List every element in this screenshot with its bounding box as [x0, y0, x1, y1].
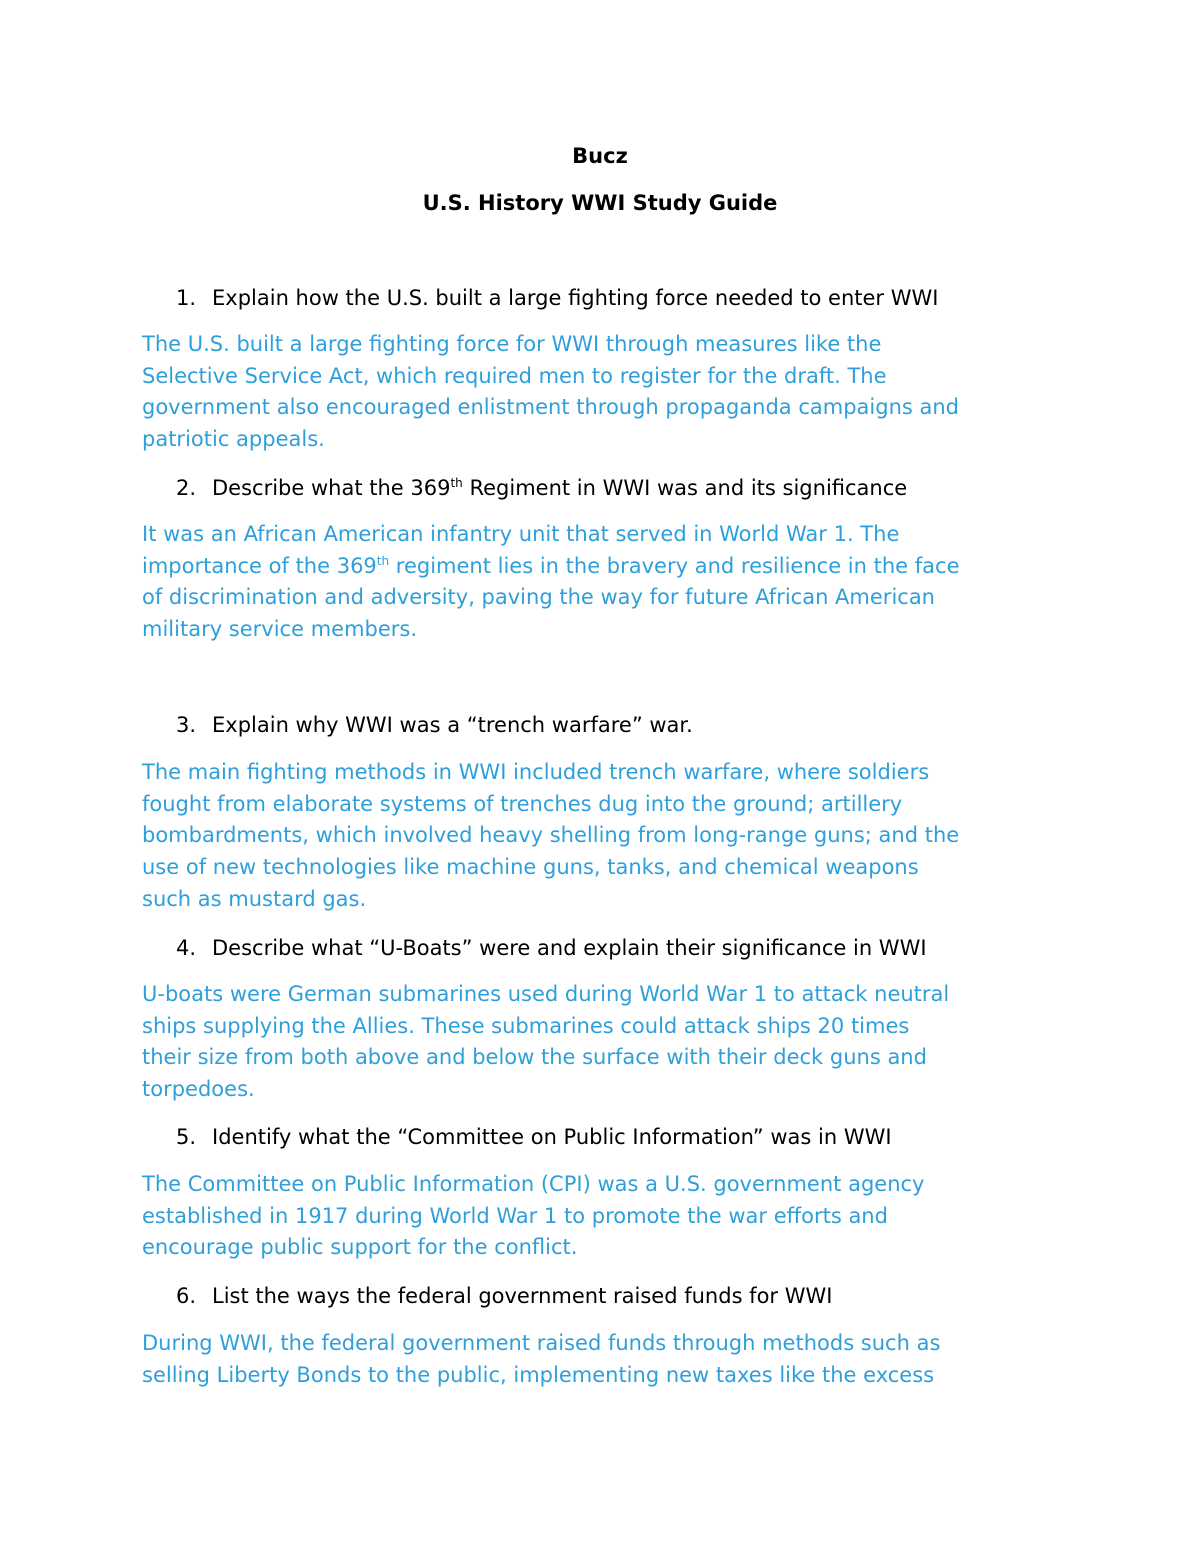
question-text-part: Regiment in WWI was and its significance [462, 476, 908, 500]
answer-line: Selective Service Act, which required men to register for the draft. The [142, 363, 887, 388]
document-title: U.S. History WWI Study Guide [422, 191, 778, 215]
question-text: Explain why WWI was a “trench warfare” war. [212, 713, 693, 737]
answer-line: use of new technologies like machine guns, tanks, and chemical weapons [142, 855, 919, 880]
question-2 [176, 474, 1076, 502]
ordinal-suffix: th [450, 476, 463, 490]
question-5 [176, 1123, 1076, 1151]
question-text: Identify what the “Committee on Public Information” was in WWI [212, 1125, 892, 1149]
answer-1 [142, 329, 1072, 456]
answer-line: The U.S. built a large fighting force for WWI through measures like the [142, 332, 882, 356]
answer-line [142, 551, 1072, 583]
question-text-part: Describe what the 369 [212, 476, 451, 500]
question-number: 6. [176, 1284, 197, 1308]
answer-line: established in 1917 during World War 1 to promote the war efforts and [142, 1203, 888, 1228]
answer-line: U-boats were German submarines used during World War 1 to attack neutral [142, 982, 950, 1006]
question-text: Explain how the U.S. built a large fighting force needed to enter WWI [212, 286, 939, 310]
answer-line: ships supplying the Allies. These submarines could attack ships 20 times [142, 1013, 910, 1038]
question-1 [176, 284, 1076, 312]
answer-line: military service members. [142, 617, 418, 642]
answer-line: bombardments, which involved heavy shelling from long-range guns; and the [142, 823, 960, 848]
question-text: List the ways the federal government raised funds for WWI [212, 1284, 833, 1308]
answer-line: During WWI, the federal government raised funds through methods such as [142, 1331, 941, 1355]
answer-line: of discrimination and adversity, paving the way for future African American [142, 585, 935, 610]
answer-line: government also encouraged enlistment through propaganda campaigns and [142, 395, 960, 420]
answer-line: selling Liberty Bonds to the public, implementing new taxes like the excess [142, 1362, 935, 1387]
question-6 [176, 1282, 1076, 1310]
answer-6 [142, 1328, 1072, 1391]
answer-line: patriotic appeals. [142, 427, 325, 452]
answer-line: encourage public support for the conflict. [142, 1235, 578, 1260]
answer-4 [142, 979, 1072, 1106]
author-name: Bucz [572, 144, 628, 168]
answer-line: torpedoes. [142, 1077, 255, 1102]
question-number: 2. [176, 476, 197, 500]
answer-line: their size from both above and below the surface with their deck guns and [142, 1045, 927, 1070]
question-number: 4. [176, 936, 197, 960]
answer-5 [142, 1169, 1072, 1264]
answer-line: such as mustard gas. [142, 886, 367, 911]
question-text: Describe what “U-Boats” were and explain their significance in WWI [212, 936, 927, 960]
question-number: 1. [176, 286, 197, 310]
answer-text-part: regiment lies in the bravery and resilience in the face [389, 553, 960, 578]
question-3 [176, 711, 1076, 739]
answer-line: It was an African American infantry unit that served in World War 1. The [142, 522, 900, 546]
answer-text-part: importance of the 369 [142, 553, 377, 578]
answer-line: The main fighting methods in WWI included trench warfare, where soldiers [142, 760, 930, 784]
answer-3 [142, 757, 1072, 916]
question-4 [176, 934, 1076, 962]
answer-2 [142, 519, 1072, 646]
question-number: 3. [176, 713, 197, 737]
answer-line: fought from elaborate systems of trenches dug into the ground; artillery [142, 791, 903, 816]
answer-line: The Committee on Public Information (CPI) was a U.S. government agency [142, 1172, 925, 1196]
question-number: 5. [176, 1125, 197, 1149]
ordinal-suffix: th [376, 553, 390, 568]
